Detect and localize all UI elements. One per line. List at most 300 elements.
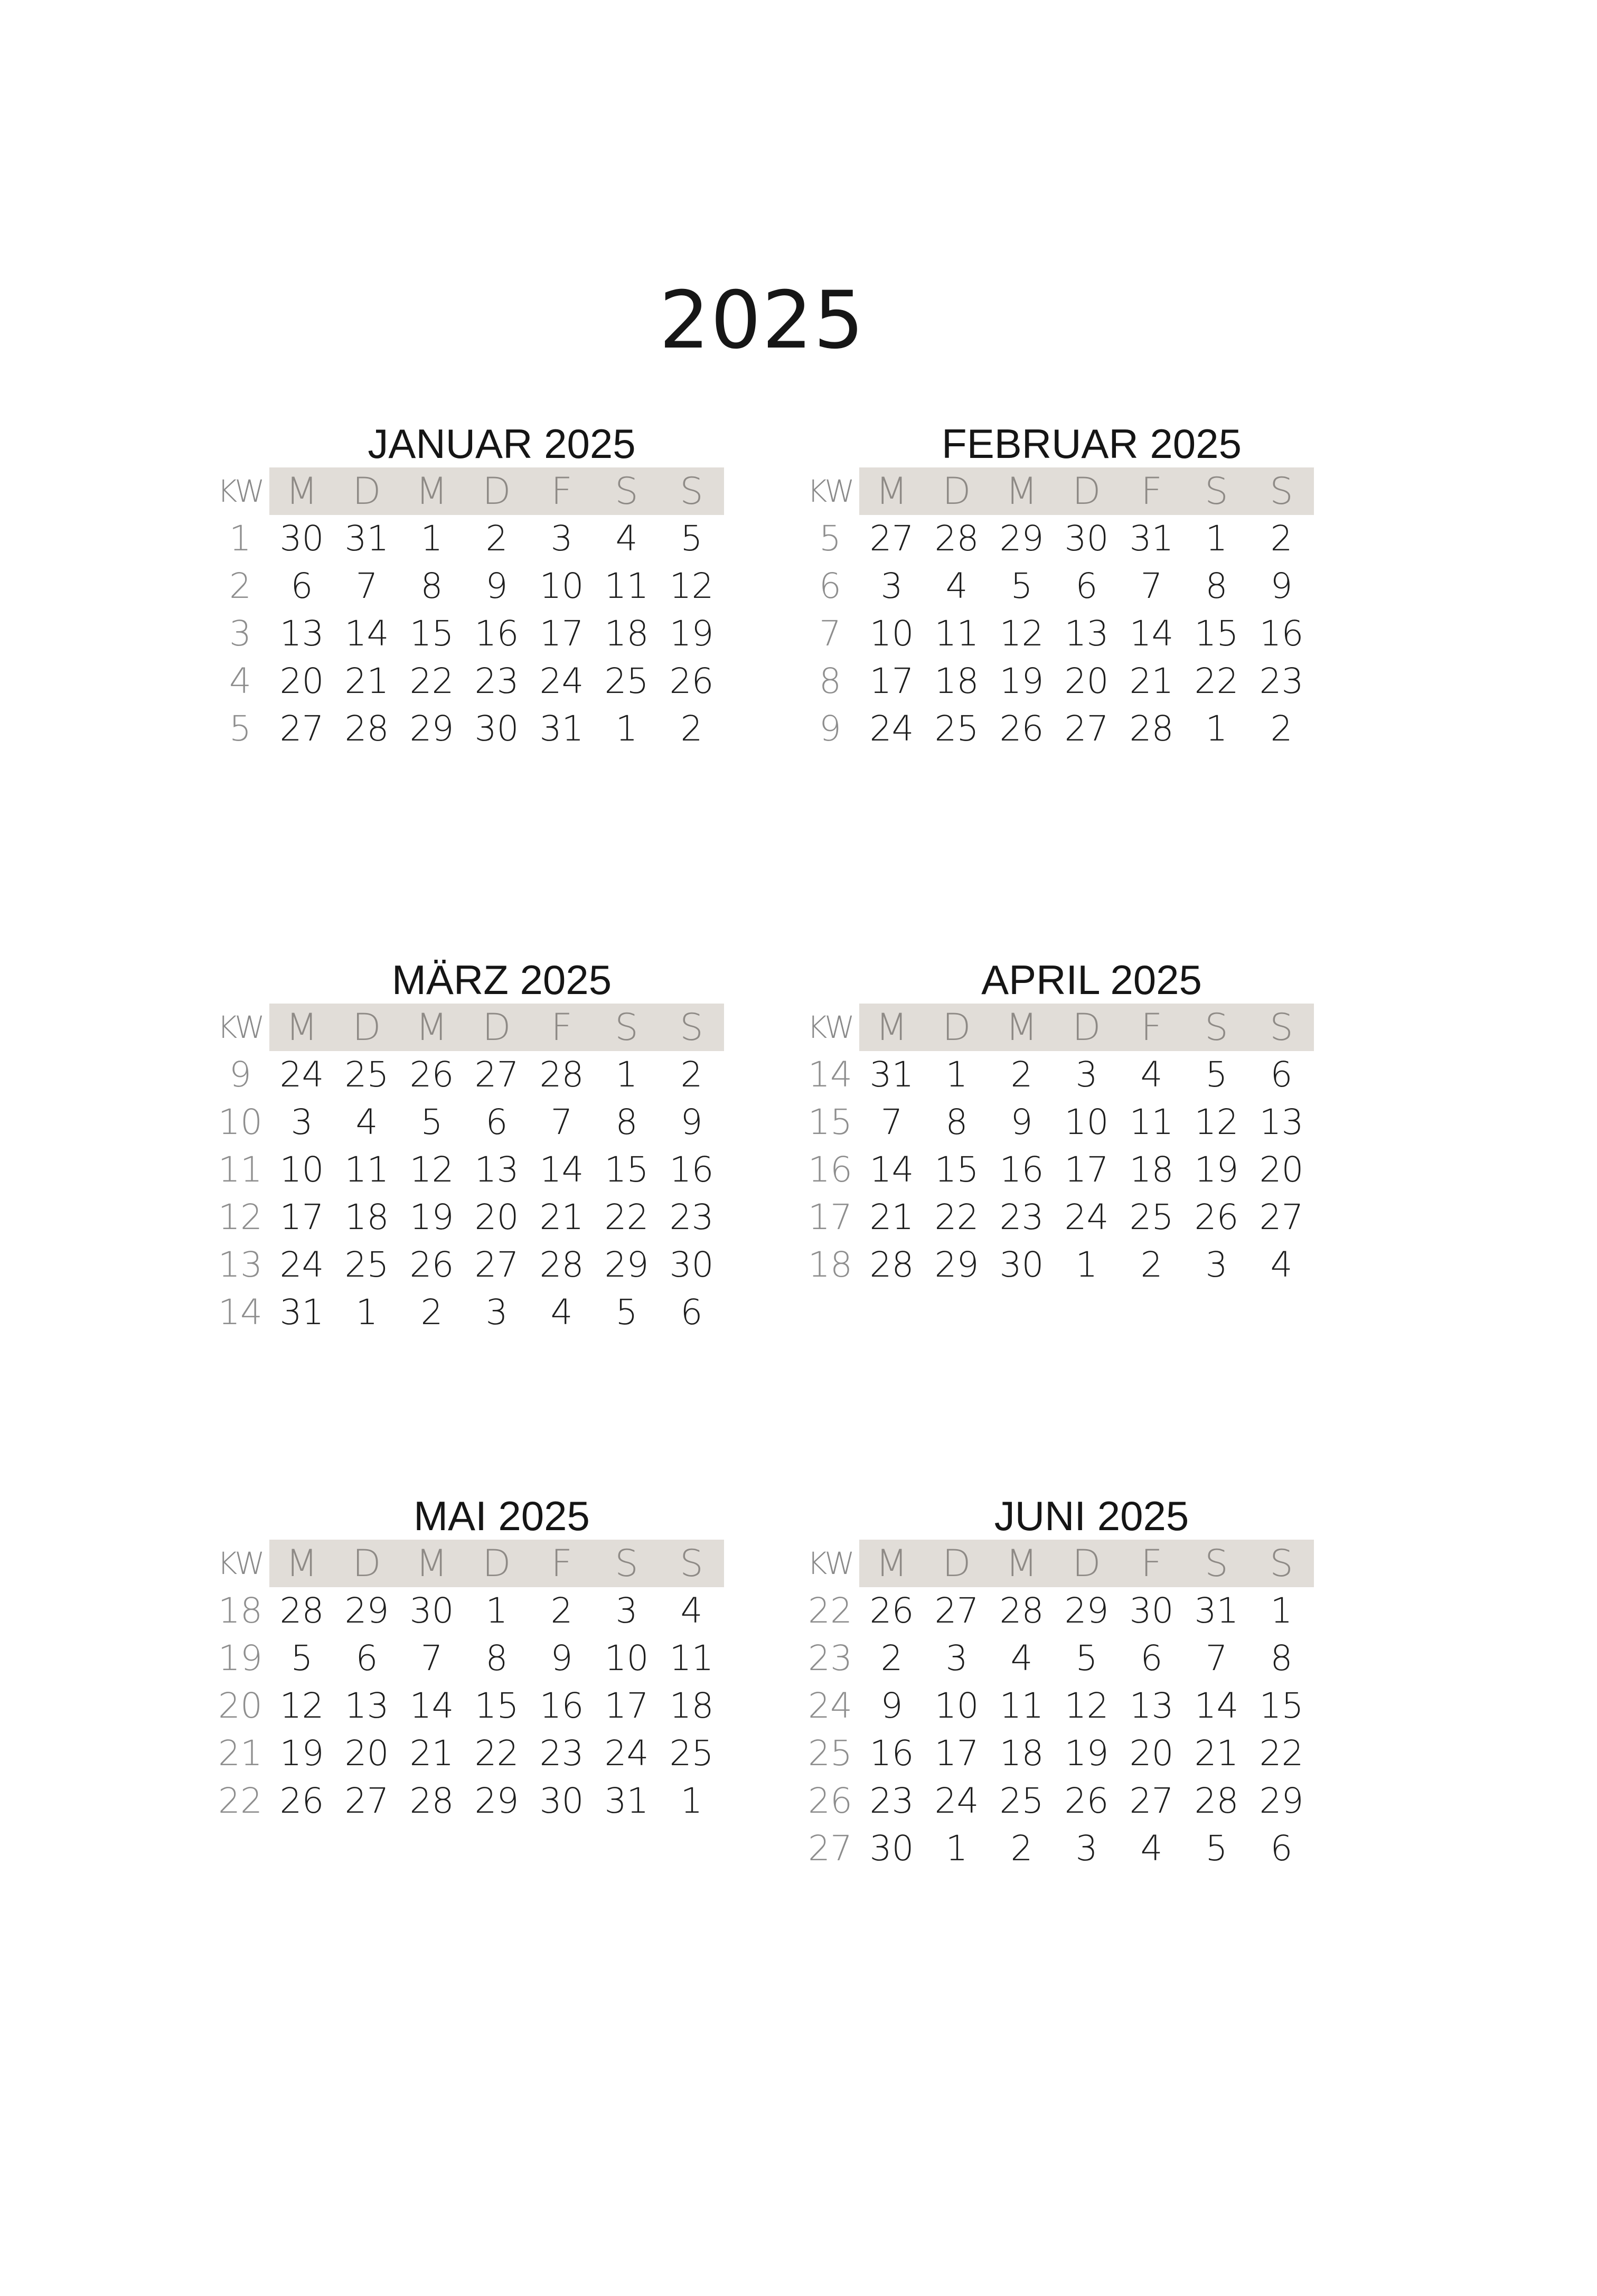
week-number: 18 <box>808 1244 852 1285</box>
day-cell: 31 <box>869 1054 914 1095</box>
day-cell: 1 <box>1205 518 1228 559</box>
week-number: 23 <box>808 1638 852 1679</box>
day-cell: 29 <box>934 1244 979 1285</box>
day-cell: 31 <box>1129 518 1174 559</box>
day-cell: 30 <box>539 1780 584 1821</box>
day-cell: 23 <box>999 1197 1044 1238</box>
weekday-header: D <box>334 467 399 515</box>
day-cell: 30 <box>1129 1590 1174 1631</box>
week-number: 8 <box>819 661 841 701</box>
year-title: 2025 <box>659 275 865 367</box>
day-cell: 4 <box>550 1292 573 1333</box>
weekday-header: M <box>859 1004 924 1051</box>
kw-header: KW <box>807 1545 853 1581</box>
day-cell: 13 <box>474 1149 519 1190</box>
day-cell: 21 <box>869 1197 914 1238</box>
day-cell: 23 <box>669 1197 714 1238</box>
day-cell: 3 <box>290 1102 313 1142</box>
month-grid <box>801 467 1314 753</box>
day-cell: 11 <box>1129 1102 1174 1142</box>
day-cell: 12 <box>999 613 1044 654</box>
day-cell: 22 <box>934 1197 979 1238</box>
day-cell: 6 <box>1270 1828 1293 1869</box>
day-cell: 8 <box>945 1102 968 1142</box>
weekday-header: M <box>989 467 1054 515</box>
day-cell: 13 <box>1259 1102 1304 1142</box>
day-cell: 17 <box>934 1733 979 1774</box>
day-cell: 22 <box>1259 1733 1304 1774</box>
day-cell: 6 <box>1075 566 1098 606</box>
day-cell: 2 <box>1010 1054 1033 1095</box>
day-cell: 28 <box>539 1054 584 1095</box>
month-title: JANUAR 2025 <box>368 420 636 467</box>
day-cell: 19 <box>1194 1149 1239 1190</box>
day-cell: 13 <box>344 1685 389 1726</box>
week-number: 1 <box>229 518 251 559</box>
day-cell: 7 <box>550 1102 573 1142</box>
weekday-header: M <box>859 1540 924 1587</box>
weekday-header: S <box>594 1540 659 1587</box>
day-cell: 26 <box>409 1054 454 1095</box>
day-cell: 10 <box>869 613 914 654</box>
day-cell: 12 <box>279 1685 324 1726</box>
weekday-header: M <box>399 1540 464 1587</box>
day-cell: 10 <box>539 566 584 606</box>
day-cell: 29 <box>1064 1590 1109 1631</box>
day-cell: 8 <box>420 566 443 606</box>
day-cell: 31 <box>279 1292 324 1333</box>
day-cell: 17 <box>869 661 914 701</box>
day-cell: 16 <box>669 1149 714 1190</box>
day-cell: 28 <box>279 1590 324 1631</box>
weekday-header: D <box>464 467 529 515</box>
day-cell: 22 <box>604 1197 649 1238</box>
week-number: 27 <box>808 1828 852 1869</box>
day-cell: 26 <box>869 1590 914 1631</box>
day-cell: 24 <box>1064 1197 1109 1238</box>
day-cell: 1 <box>1075 1244 1098 1285</box>
day-cell: 29 <box>1259 1780 1304 1821</box>
day-cell: 24 <box>934 1780 979 1821</box>
day-cell: 13 <box>279 613 324 654</box>
week-number: 16 <box>808 1149 852 1190</box>
day-cell: 5 <box>290 1638 313 1679</box>
day-cell: 11 <box>934 613 979 654</box>
day-cell: 26 <box>279 1780 324 1821</box>
day-cell: 3 <box>485 1292 508 1333</box>
weekday-header: D <box>1054 467 1119 515</box>
day-cell: 3 <box>550 518 573 559</box>
day-cell: 29 <box>999 518 1044 559</box>
day-cell: 18 <box>934 661 979 701</box>
week-number: 10 <box>218 1102 262 1142</box>
weekday-header: F <box>1119 1004 1184 1051</box>
month-title: MAI 2025 <box>414 1493 590 1539</box>
day-cell: 2 <box>1140 1244 1163 1285</box>
weekday-header: S <box>1184 467 1249 515</box>
month-grid <box>801 1540 1314 1872</box>
day-cell: 11 <box>999 1685 1044 1726</box>
day-cell: 17 <box>279 1197 324 1238</box>
week-number: 24 <box>808 1685 852 1726</box>
weekday-header: S <box>1249 1004 1314 1051</box>
day-cell: 30 <box>279 518 324 559</box>
week-number: 2 <box>229 566 251 606</box>
day-cell: 20 <box>1129 1733 1174 1774</box>
day-cell: 4 <box>1140 1828 1163 1869</box>
day-cell: 27 <box>1064 708 1109 749</box>
day-cell: 13 <box>1064 613 1109 654</box>
weekday-header: M <box>269 1540 334 1587</box>
week-number: 19 <box>218 1638 262 1679</box>
day-cell: 28 <box>344 708 389 749</box>
day-cell: 31 <box>539 708 584 749</box>
day-cell: 20 <box>1064 661 1109 701</box>
week-number: 6 <box>819 566 841 606</box>
day-cell: 2 <box>880 1638 903 1679</box>
week-number: 7 <box>819 613 841 654</box>
day-cell: 19 <box>669 613 714 654</box>
week-number: 25 <box>808 1733 852 1774</box>
weekday-header: D <box>464 1004 529 1051</box>
week-number: 14 <box>218 1292 262 1333</box>
day-cell: 15 <box>409 613 454 654</box>
month-grid <box>801 1004 1314 1289</box>
week-number: 9 <box>229 1054 251 1095</box>
day-cell: 26 <box>409 1244 454 1285</box>
day-cell: 22 <box>1194 661 1239 701</box>
day-cell: 26 <box>999 708 1044 749</box>
day-cell: 9 <box>680 1102 703 1142</box>
day-cell: 4 <box>1140 1054 1163 1095</box>
day-cell: 21 <box>1194 1733 1239 1774</box>
day-cell: 2 <box>680 1054 703 1095</box>
day-cell: 6 <box>680 1292 703 1333</box>
day-cell: 26 <box>1194 1197 1239 1238</box>
day-cell: 9 <box>485 566 508 606</box>
day-cell: 19 <box>999 661 1044 701</box>
day-cell: 11 <box>604 566 649 606</box>
day-cell: 27 <box>474 1054 519 1095</box>
day-cell: 4 <box>1270 1244 1293 1285</box>
day-cell: 28 <box>934 518 979 559</box>
day-cell: 4 <box>615 518 638 559</box>
kw-header: KW <box>807 473 853 509</box>
day-cell: 4 <box>355 1102 378 1142</box>
week-number: 9 <box>819 708 841 749</box>
day-cell: 15 <box>934 1149 979 1190</box>
day-cell: 1 <box>615 708 638 749</box>
week-number: 13 <box>218 1244 262 1285</box>
day-cell: 3 <box>615 1590 638 1631</box>
weekday-header: F <box>529 1540 594 1587</box>
day-cell: 6 <box>1140 1638 1163 1679</box>
day-cell: 8 <box>1205 566 1228 606</box>
day-cell: 21 <box>409 1733 454 1774</box>
day-cell: 3 <box>880 566 903 606</box>
day-cell: 16 <box>539 1685 584 1726</box>
day-cell: 28 <box>1194 1780 1239 1821</box>
day-cell: 8 <box>1270 1638 1293 1679</box>
month-grid <box>211 467 724 753</box>
weekday-header: D <box>464 1540 529 1587</box>
day-cell: 7 <box>420 1638 443 1679</box>
day-cell: 2 <box>485 518 508 559</box>
day-cell: 4 <box>945 566 968 606</box>
day-cell: 24 <box>279 1054 324 1095</box>
weekday-header: D <box>1054 1540 1119 1587</box>
day-cell: 3 <box>1075 1054 1098 1095</box>
day-cell: 3 <box>945 1638 968 1679</box>
day-cell: 5 <box>1075 1638 1098 1679</box>
weekday-header: S <box>659 467 724 515</box>
day-cell: 20 <box>474 1197 519 1238</box>
day-cell: 25 <box>344 1054 389 1095</box>
day-cell: 26 <box>669 661 714 701</box>
day-cell: 9 <box>1270 566 1293 606</box>
day-cell: 14 <box>539 1149 584 1190</box>
day-cell: 21 <box>539 1197 584 1238</box>
day-cell: 31 <box>1194 1590 1239 1631</box>
day-cell: 20 <box>1259 1149 1304 1190</box>
day-cell: 1 <box>1205 708 1228 749</box>
day-cell: 16 <box>474 613 519 654</box>
weekday-header: M <box>989 1004 1054 1051</box>
day-cell: 12 <box>409 1149 454 1190</box>
day-cell: 2 <box>680 708 703 749</box>
day-cell: 23 <box>539 1733 584 1774</box>
day-cell: 1 <box>1270 1590 1293 1631</box>
weekday-header: D <box>924 1540 989 1587</box>
kw-header: KW <box>807 1009 853 1045</box>
day-cell: 18 <box>344 1197 389 1238</box>
day-cell: 23 <box>869 1780 914 1821</box>
day-cell: 30 <box>474 708 519 749</box>
month-title: FEBRUAR 2025 <box>942 420 1242 467</box>
day-cell: 24 <box>279 1244 324 1285</box>
day-cell: 4 <box>1010 1638 1033 1679</box>
week-number: 18 <box>218 1590 262 1631</box>
day-cell: 7 <box>1205 1638 1228 1679</box>
day-cell: 17 <box>604 1685 649 1726</box>
day-cell: 21 <box>344 661 389 701</box>
day-cell: 1 <box>945 1828 968 1869</box>
weekday-header: M <box>399 1004 464 1051</box>
day-cell: 25 <box>604 661 649 701</box>
day-cell: 6 <box>485 1102 508 1142</box>
day-cell: 31 <box>344 518 389 559</box>
day-cell: 1 <box>945 1054 968 1095</box>
day-cell: 31 <box>604 1780 649 1821</box>
weekday-header: F <box>1119 467 1184 515</box>
day-cell: 5 <box>1205 1054 1228 1095</box>
day-cell: 28 <box>539 1244 584 1285</box>
day-cell: 4 <box>680 1590 703 1631</box>
day-cell: 15 <box>474 1685 519 1726</box>
day-cell: 18 <box>1129 1149 1174 1190</box>
day-cell: 25 <box>999 1780 1044 1821</box>
day-cell: 14 <box>1129 613 1174 654</box>
day-cell: 18 <box>669 1685 714 1726</box>
day-cell: 18 <box>999 1733 1044 1774</box>
day-cell: 26 <box>1064 1780 1109 1821</box>
month-grid <box>211 1004 724 1336</box>
day-cell: 22 <box>409 661 454 701</box>
day-cell: 25 <box>934 708 979 749</box>
weekday-header: D <box>334 1540 399 1587</box>
day-cell: 10 <box>604 1638 649 1679</box>
day-cell: 19 <box>1064 1733 1109 1774</box>
day-cell: 20 <box>344 1733 389 1774</box>
day-cell: 8 <box>615 1102 638 1142</box>
weekday-header: M <box>269 467 334 515</box>
day-cell: 28 <box>999 1590 1044 1631</box>
week-number: 22 <box>218 1780 262 1821</box>
week-number: 5 <box>819 518 841 559</box>
day-cell: 11 <box>669 1638 714 1679</box>
day-cell: 14 <box>344 613 389 654</box>
day-cell: 1 <box>420 518 443 559</box>
day-cell: 1 <box>680 1780 703 1821</box>
weekday-header: S <box>659 1540 724 1587</box>
day-cell: 19 <box>279 1733 324 1774</box>
day-cell: 16 <box>1259 613 1304 654</box>
weekday-header: S <box>659 1004 724 1051</box>
day-cell: 27 <box>344 1780 389 1821</box>
kw-header: KW <box>217 473 264 509</box>
day-cell: 3 <box>1075 1828 1098 1869</box>
day-cell: 14 <box>1194 1685 1239 1726</box>
day-cell: 10 <box>279 1149 324 1190</box>
weekday-header: S <box>1249 467 1314 515</box>
weekday-header: D <box>924 1004 989 1051</box>
day-cell: 27 <box>279 708 324 749</box>
day-cell: 21 <box>1129 661 1174 701</box>
day-cell: 1 <box>615 1054 638 1095</box>
day-cell: 5 <box>680 518 703 559</box>
week-number: 20 <box>218 1685 262 1726</box>
day-cell: 17 <box>539 613 584 654</box>
day-cell: 23 <box>474 661 519 701</box>
weekday-header: M <box>269 1004 334 1051</box>
day-cell: 30 <box>999 1244 1044 1285</box>
day-cell: 5 <box>615 1292 638 1333</box>
weekday-header: F <box>529 1004 594 1051</box>
day-cell: 2 <box>1270 518 1293 559</box>
day-cell: 30 <box>1064 518 1109 559</box>
day-cell: 5 <box>1205 1828 1228 1869</box>
day-cell: 24 <box>869 708 914 749</box>
day-cell: 29 <box>604 1244 649 1285</box>
weekday-header: F <box>1119 1540 1184 1587</box>
day-cell: 29 <box>409 708 454 749</box>
day-cell: 6 <box>1270 1054 1293 1095</box>
day-cell: 27 <box>474 1244 519 1285</box>
week-number: 21 <box>218 1733 262 1774</box>
day-cell: 7 <box>1140 566 1163 606</box>
day-cell: 6 <box>355 1638 378 1679</box>
month-title: JUNI 2025 <box>994 1493 1189 1539</box>
day-cell: 13 <box>1129 1685 1174 1726</box>
day-cell: 15 <box>1194 613 1239 654</box>
day-cell: 9 <box>1010 1102 1033 1142</box>
day-cell: 27 <box>1259 1197 1304 1238</box>
week-number: 22 <box>808 1590 852 1631</box>
day-cell: 1 <box>485 1590 508 1631</box>
week-number: 26 <box>808 1780 852 1821</box>
weekday-header: D <box>1054 1004 1119 1051</box>
week-number: 5 <box>229 708 251 749</box>
day-cell: 17 <box>1064 1149 1109 1190</box>
weekday-header: D <box>924 467 989 515</box>
weekday-header: S <box>594 1004 659 1051</box>
kw-header: KW <box>217 1009 264 1045</box>
day-cell: 27 <box>869 518 914 559</box>
day-cell: 23 <box>1259 661 1304 701</box>
day-cell: 28 <box>409 1780 454 1821</box>
day-cell: 27 <box>934 1590 979 1631</box>
weekday-header: S <box>1249 1540 1314 1587</box>
day-cell: 10 <box>1064 1102 1109 1142</box>
week-number: 17 <box>808 1197 852 1238</box>
day-cell: 11 <box>344 1149 389 1190</box>
day-cell: 22 <box>474 1733 519 1774</box>
day-cell: 30 <box>669 1244 714 1285</box>
weekday-header: M <box>399 467 464 515</box>
day-cell: 1 <box>355 1292 378 1333</box>
weekday-header: S <box>1184 1540 1249 1587</box>
day-cell: 10 <box>934 1685 979 1726</box>
day-cell: 5 <box>1010 566 1033 606</box>
day-cell: 27 <box>1129 1780 1174 1821</box>
day-cell: 7 <box>880 1102 903 1142</box>
day-cell: 14 <box>869 1149 914 1190</box>
day-cell: 12 <box>1064 1685 1109 1726</box>
week-number: 3 <box>229 613 251 654</box>
day-cell: 15 <box>604 1149 649 1190</box>
month-title: APRIL 2025 <box>981 957 1202 1003</box>
weekday-header: M <box>859 467 924 515</box>
day-cell: 12 <box>669 566 714 606</box>
weekday-header: M <box>989 1540 1054 1587</box>
day-cell: 9 <box>880 1685 903 1726</box>
week-number: 14 <box>808 1054 852 1095</box>
day-cell: 14 <box>409 1685 454 1726</box>
day-cell: 18 <box>604 613 649 654</box>
month-grid <box>211 1540 724 1825</box>
weekday-header: S <box>594 467 659 515</box>
day-cell: 30 <box>409 1590 454 1631</box>
day-cell: 16 <box>869 1733 914 1774</box>
day-cell: 28 <box>869 1244 914 1285</box>
day-cell: 24 <box>604 1733 649 1774</box>
weekday-header: F <box>529 467 594 515</box>
day-cell: 25 <box>669 1733 714 1774</box>
week-number: 11 <box>218 1149 262 1190</box>
day-cell: 9 <box>550 1638 573 1679</box>
day-cell: 15 <box>1259 1685 1304 1726</box>
day-cell: 16 <box>999 1149 1044 1190</box>
day-cell: 2 <box>1010 1828 1033 1869</box>
day-cell: 28 <box>1129 708 1174 749</box>
day-cell: 20 <box>279 661 324 701</box>
day-cell: 3 <box>1205 1244 1228 1285</box>
day-cell: 29 <box>474 1780 519 1821</box>
day-cell: 2 <box>550 1590 573 1631</box>
weekday-header: D <box>334 1004 399 1051</box>
day-cell: 30 <box>869 1828 914 1869</box>
kw-header: KW <box>217 1545 264 1581</box>
